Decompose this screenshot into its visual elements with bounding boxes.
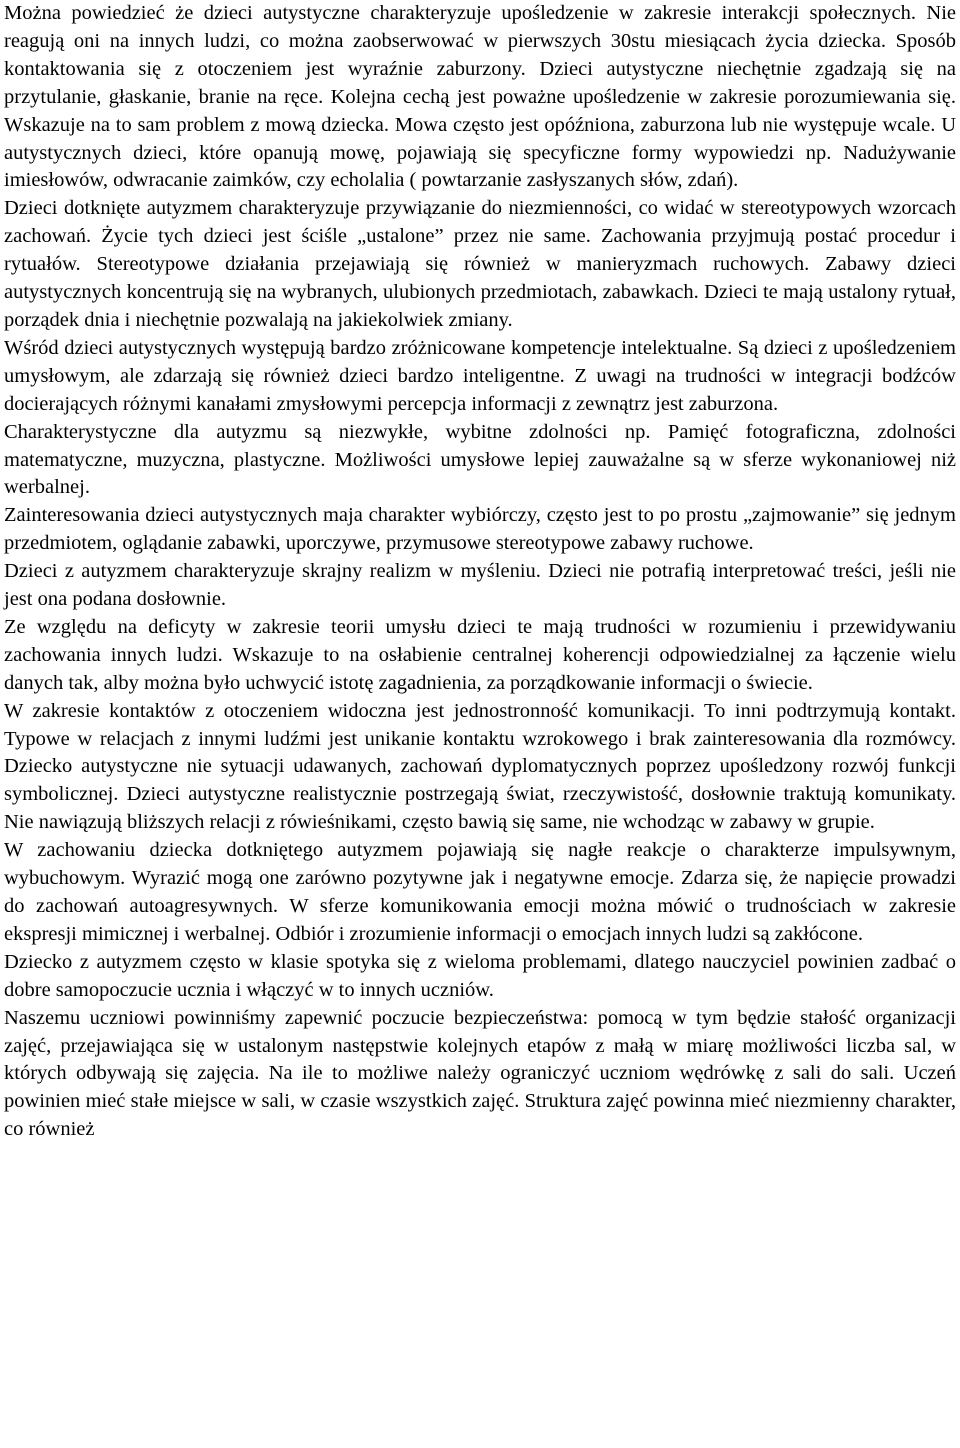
paragraph-poczucie-bezpieczenstwa: Naszemu uczniowi powinniśmy zapewnić poczucie bezpieczeństwa: pomocą w tym będzie stałość organizacji zajęć, przejawiająca się w ustalonym następstwie kolejnych etapów z małą w miarę możliwości liczba sal, w których odbywają się zajęcia. Na ile to możliwe należy ograniczyć uczniom wędrówkę z sali do sali. Uczeń powinien mieć stałe miejsce w sali, w czasie wszystkich zajęć. Struktura zajęć powinna mieć niezmienny charakter, co również [4,1006,956,1141]
paragraph-wybitne-zdolnosci: Charakterystyczne dla autyzmu są niezwykłe, wybitne zdolności np. Pamięć fotograficzna, zdolności matematyczne, muzyczna, plastyczne. Możliwości umysłowe lepiej zauważalne są w sferze wykonaniowej niż werbalnej. [4,420,956,499]
paragraph-kontakty-z-otoczeniem: W zakresie kontaktów z otoczeniem widoczna jest jednostronność komunikacji. To inni podtrzymują kontakt. Typowe w relacjach z innymi ludźmi jest unikanie kontaktu wzrokowego i brak zainteresowania dla rozmówcy. Dziecko autystyczne nie sytuacji udawanych, zachowań dyplomatycznych poprzez upośledzony rozwój funkcji symbolicznej. Dzieci autystyczne realistycznie postrzegają świat, rzeczywistość, dosłownie traktują komunikaty. Nie nawiązują bliższych relacji z rówieśnikami, często bawią się same, nie wchodząc w zabawy w grupie. [4,699,956,834]
paragraph-realizm-w-mysleniu: Dzieci z autyzmem charakteryzuje skrajny realizm w myśleniu. Dzieci nie potrafią interpretować treści, jeśli nie jest ona podana dosłownie. [4,560,956,611]
paragraph-dziecko-w-klasie: Dziecko z autyzmem często w klasie spotyka się z wieloma problemami, dlatego nauczyciel powinien zadbać o dobre samopoczucie ucznia i włączyć w to innych uczniów. [4,950,956,1001]
paragraph-teoria-umyslu: Ze względu na deficyty w zakresie teorii umysłu dzieci te mają trudności w rozumieniu i przewidywaniu zachowania innych ludzi. Wskazuje to na osłabienie centralnej koherencji odpowiedzialnej za łączenie wielu danych tak, alby można było uchwycić istotę zagadnienia, za porządkowanie informacji o świecie. [4,615,956,694]
paragraph-interakcje-spoleczne: Można powiedzieć że dzieci autystyczne charakteryzuje upośledzenie w zakresie interakcji społecznych. Nie reagują oni na innych ludzi, co można zaobserwować w pierwszych 30stu miesiącach życia dziecka. Sposób kontaktowania się z otoczeniem jest wyraźnie zaburzony. Dzieci autystyczne niechętnie zgadzają się na przytulanie, głaskanie, branie na ręce. Kolejna cechą jest poważne upośledzenie w zakresie porozumiewania się. Wskazuje na to sam problem z mową dziecka. Mowa często jest opóźniona, zaburzona lub nie występuje wcale. U autystycznych dzieci, które opanują mowę, pojawiają się specyficzne formy wypowiedzi np. Nadużywanie imiesłowów, odwracanie zaimków, czy echolalia ( powtarzanie zasłyszanych słów, zdań). [4,2,956,192]
paragraph-kompetencje-intelektualne: Wśród dzieci autystycznych występują bardzo zróżnicowane kompetencje intelektualne. Są dzieci z upośledzeniem umysłowym, ale zdarzają się również dzieci bardzo inteligentne. Z uwagi na trudności w integracji bodźców docierających różnymi kanałami zmysłowymi percepcja informacji z zewnątrz jest zaburzona. [4,336,956,415]
paragraph-reakcje-impulsywne: W zachowaniu dziecka dotkniętego autyzmem pojawiają się nagłe reakcje o charakterze impulsywnym, wybuchowym. Wyrazić mogą one zarówno pozytywne jak i negatywne emocje. Zdarza się, że napięcie prowadzi do zachowań autoagresywnych. W sferze komunikowania emocji można mówić o trudnościach w zakresie ekspresji mimicznej i werbalnej. Odbiór i zrozumienie informacji o emocjach innych ludzi są zakłócone. [4,839,956,945]
paragraph-przywiazanie-do-niezmiennosci: Dzieci dotknięte autyzmem charakteryzuje przywiązanie do niezmienności, co widać w stereotypowych wzorcach zachowań. Życie tych dzieci jest ściśle „ustalone” przez nie same. Zachowania przyjmują postać procedur i rytuałów. Stereotypowe działania przejawiają się również w manieryzmach ruchowych. Zabawy dzieci autystycznych koncentrują się na wybranych, ulubionych przedmiotach, zabawkach. Dzieci te mają ustalony rytuał, porządek dnia i niechętnie pozwalają na jakiekolwiek zmiany. [4,197,956,331]
paragraph-zainteresowania: Zainteresowania dzieci autystycznych maja charakter wybiórczy, często jest to po prostu „zajmowanie” się jednym przedmiotem, oglądanie zabawki, uporczywe, przymusowe stereotypowe zabawy ruchowe. [4,504,956,555]
